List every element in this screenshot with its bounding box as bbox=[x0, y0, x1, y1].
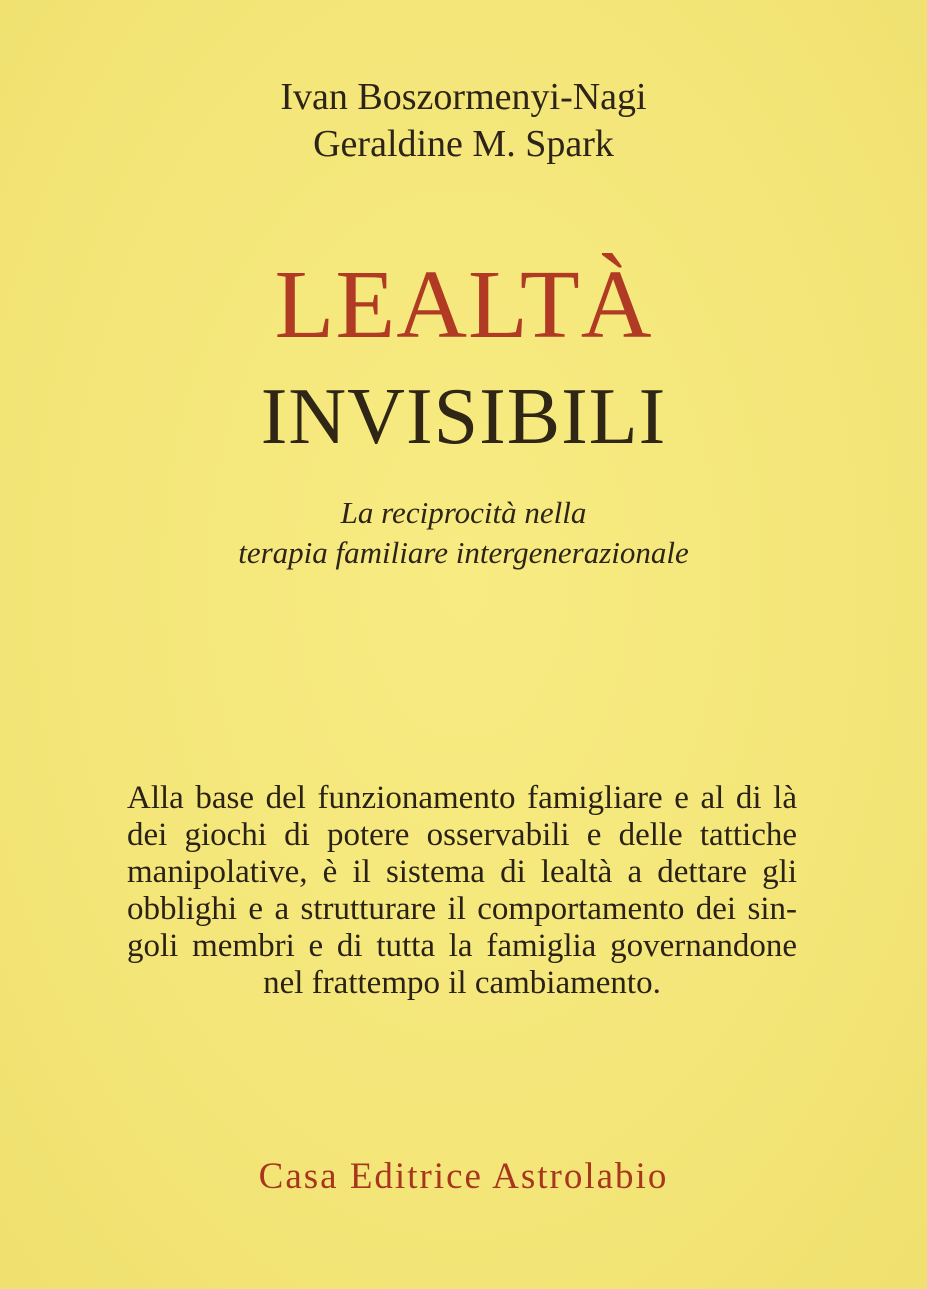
blurb-line-4: obblighi e a strutturare il comportamento dei sin- bbox=[127, 891, 797, 927]
blurb-line-6: nel frattempo il cambiamento. bbox=[263, 965, 661, 1001]
subtitle bbox=[0, 493, 927, 573]
blurb-line-3: manipolative, è il sistema di lealtà a dettare gli bbox=[127, 854, 797, 890]
publisher: Casa Editrice Astrolabio bbox=[258, 1156, 669, 1197]
blurb-line-2: dei giochi di potere osservabili e delle tattiche bbox=[127, 817, 797, 853]
title-line-2: INVISIBILI bbox=[260, 373, 667, 461]
author-1: Ivan Boszormenyi-Nagi bbox=[280, 76, 647, 118]
blurb-line-5: goli membri e di tutta la famiglia governandone bbox=[127, 928, 797, 964]
subtitle-line-1: La reciprocità nella bbox=[340, 495, 587, 530]
subtitle-line-2: terapia familiare intergenerazionale bbox=[238, 535, 689, 570]
title-line-1: LEALTÀ bbox=[274, 251, 653, 359]
blurb bbox=[127, 780, 797, 1002]
authors bbox=[0, 74, 927, 168]
blurb-line-1: Alla base del funzionamento famigliare e al di là bbox=[127, 780, 797, 816]
author-2: Geraldine M. Spark bbox=[313, 123, 614, 165]
